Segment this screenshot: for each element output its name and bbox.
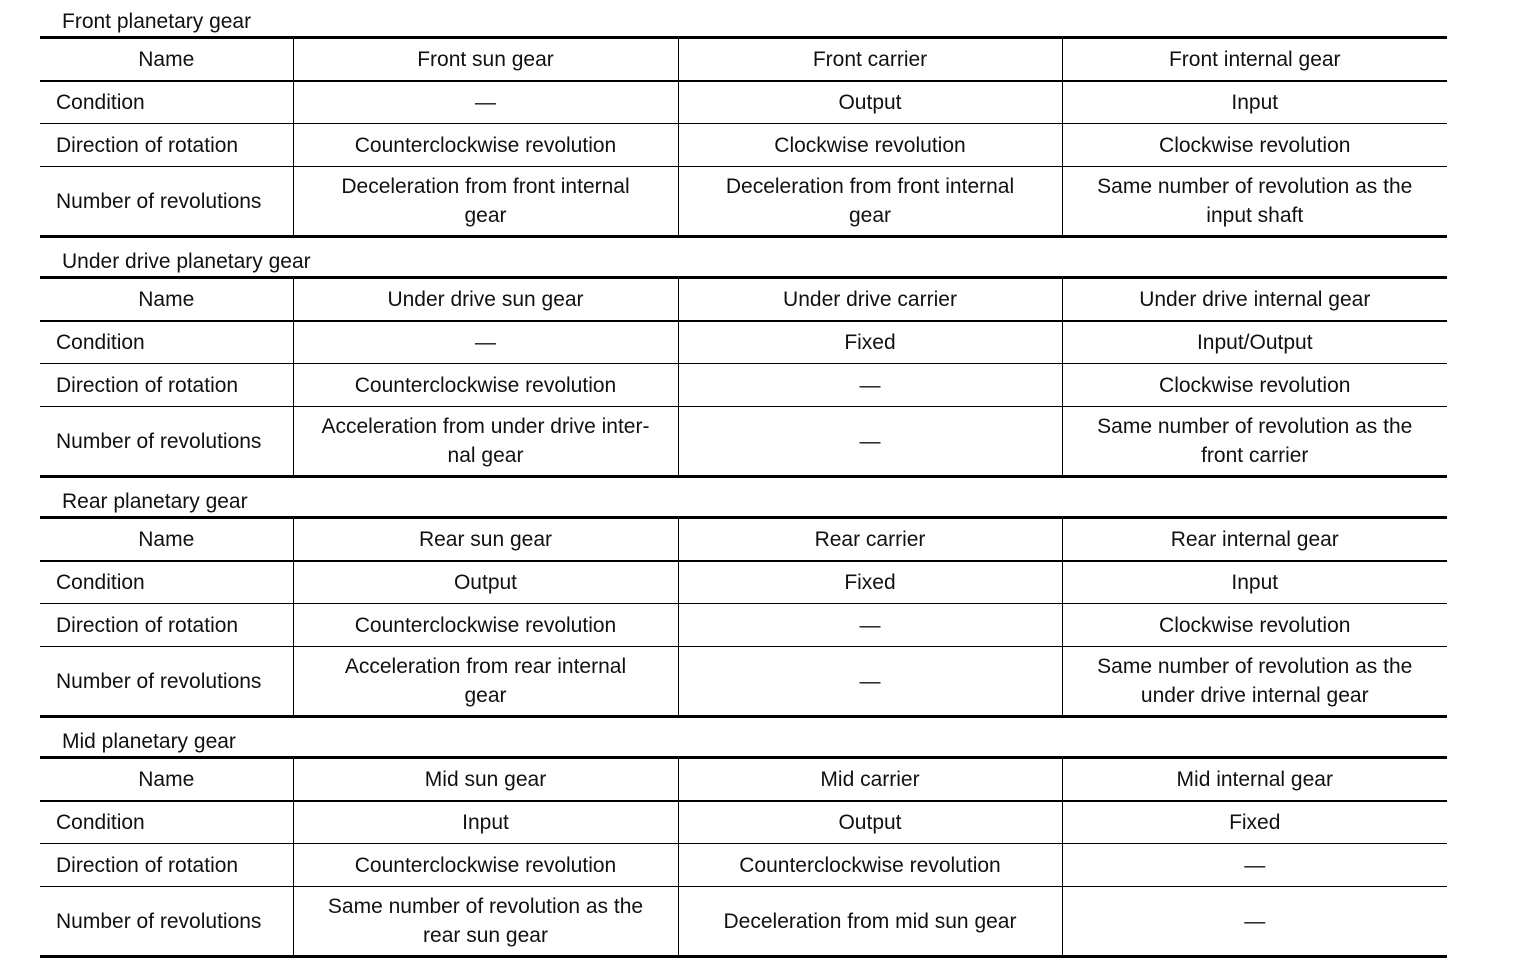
text-line: gear [464,204,507,227]
carrier-name: Front carrier [678,38,1062,81]
sun-gear-revolutions [293,167,678,237]
internal-gear-direction: Clockwise revolution [1062,604,1447,647]
table-row-condition [40,321,1447,364]
text-line: gear [848,204,892,227]
text-line: rear sun gear [423,924,548,947]
sun-gear-direction: Counterclockwise revolution [293,124,678,167]
section-title: Rear planetary gear [62,490,248,513]
section-under-drive-planetary-gear [40,242,1447,478]
section-title: Mid planetary gear [62,730,236,753]
internal-gear-condition: Input/Output [1062,321,1447,364]
row-label-direction: Direction of rotation [40,844,293,887]
row-label-name: Name [40,38,293,81]
text-line: nal gear [447,444,524,467]
row-label-condition: Condition [40,81,293,124]
text-line: Deceleration from mid sun gear [723,909,1017,933]
sun-gear-direction: Counterclockwise revolution [293,604,678,647]
internal-gear-name: Mid internal gear [1062,758,1447,801]
table-row-direction [40,844,1447,887]
text-line: Same number of revolution as the [1097,655,1413,678]
internal-gear-name: Rear internal gear [1062,518,1447,561]
table-row-revolutions [40,647,1447,717]
internal-gear-name: Front internal gear [1062,38,1447,81]
carrier-direction: — [678,364,1062,407]
sun-gear-name: Front sun gear [293,38,678,81]
text-line: Acceleration from under drive inter- [321,415,650,438]
internal-gear-direction: — [1062,844,1447,887]
internal-gear-revolutions [1062,647,1447,717]
row-label-name: Name [40,758,293,801]
text-line: — [1244,909,1266,933]
text-line: gear [464,684,507,707]
text-line: — [859,429,881,453]
row-label-direction: Direction of rotation [40,364,293,407]
sun-gear-direction: Counterclockwise revolution [293,844,678,887]
text-line: Acceleration from rear internal [344,655,627,678]
table-row-revolutions [40,887,1447,957]
internal-gear-direction: Clockwise revolution [1062,364,1447,407]
row-label-condition: Condition [40,561,293,604]
internal-gear-condition: Input [1062,81,1447,124]
internal-gear-condition: Fixed [1062,801,1447,844]
section-title: Front planetary gear [62,10,252,33]
internal-gear-revolutions [1062,887,1447,957]
carrier-condition: Fixed [678,321,1062,364]
carrier-condition: Fixed [678,561,1062,604]
carrier-revolutions [678,167,1062,237]
table-row-direction [40,364,1447,407]
carrier-direction: Clockwise revolution [678,124,1062,167]
carrier-direction: — [678,604,1062,647]
internal-gear-name: Under drive internal gear [1062,278,1447,321]
table-row-revolutions [40,407,1447,477]
table-row-direction [40,604,1447,647]
sun-gear-revolutions [293,647,678,717]
sun-gear-condition: — [293,81,678,124]
sun-gear-revolutions [293,887,678,957]
carrier-name: Rear carrier [678,518,1062,561]
table-row-condition [40,81,1447,124]
sun-gear-condition: Output [293,561,678,604]
text-line: input shaft [1206,204,1304,227]
internal-gear-revolutions [1062,167,1447,237]
row-label-condition: Condition [40,321,293,364]
text-line: Same number of revolution as the [1097,415,1413,438]
sun-gear-name: Under drive sun gear [293,278,678,321]
carrier-name: Under drive carrier [678,278,1062,321]
row-label-direction: Direction of rotation [40,604,293,647]
carrier-revolutions [678,407,1062,477]
row-label-revolutions: Number of revolutions [56,669,262,693]
text-line: front carrier [1201,444,1309,467]
table-row-revolutions [40,167,1447,237]
gear-table [40,276,1447,478]
gear-table [40,516,1447,718]
sun-gear-name: Mid sun gear [293,758,678,801]
sun-gear-direction: Counterclockwise revolution [293,364,678,407]
table-row-name [40,38,1447,81]
internal-gear-direction: Clockwise revolution [1062,124,1447,167]
sun-gear-condition: Input [293,801,678,844]
sun-gear-name: Rear sun gear [293,518,678,561]
text-line: — [859,669,881,693]
section-mid-planetary-gear [40,722,1447,958]
text-line: Deceleration from front internal [725,175,1015,198]
carrier-name: Mid carrier [678,758,1062,801]
carrier-revolutions [678,887,1062,957]
table-row-condition [40,801,1447,844]
carrier-direction: Counterclockwise revolution [678,844,1062,887]
text-line: under drive internal gear [1140,684,1369,707]
carrier-condition: Output [678,801,1062,844]
row-label-direction: Direction of rotation [40,124,293,167]
text-line: Same number of revolution as the [1097,175,1413,198]
sun-gear-revolutions [293,407,678,477]
section-title: Under drive planetary gear [62,250,311,273]
gear-table [40,756,1447,958]
table-row-condition [40,561,1447,604]
internal-gear-revolutions [1062,407,1447,477]
text-line: Same number of revolution as the [327,895,644,918]
row-label-revolutions: Number of revolutions [56,909,262,933]
text-line: Deceleration from front internal [341,175,630,198]
table-row-name [40,758,1447,801]
section-rear-planetary-gear [40,482,1447,718]
carrier-condition: Output [678,81,1062,124]
row-label-revolutions: Number of revolutions [56,429,262,453]
gear-table [40,36,1447,238]
carrier-revolutions [678,647,1062,717]
sun-gear-condition: — [293,321,678,364]
row-label-revolutions: Number of revolutions [56,189,262,213]
table-row-name [40,518,1447,561]
table-row-direction [40,124,1447,167]
table-row-name [40,278,1447,321]
row-label-name: Name [40,278,293,321]
internal-gear-condition: Input [1062,561,1447,604]
section-front-planetary-gear [40,2,1447,238]
row-label-condition: Condition [40,801,293,844]
row-label-name: Name [40,518,293,561]
